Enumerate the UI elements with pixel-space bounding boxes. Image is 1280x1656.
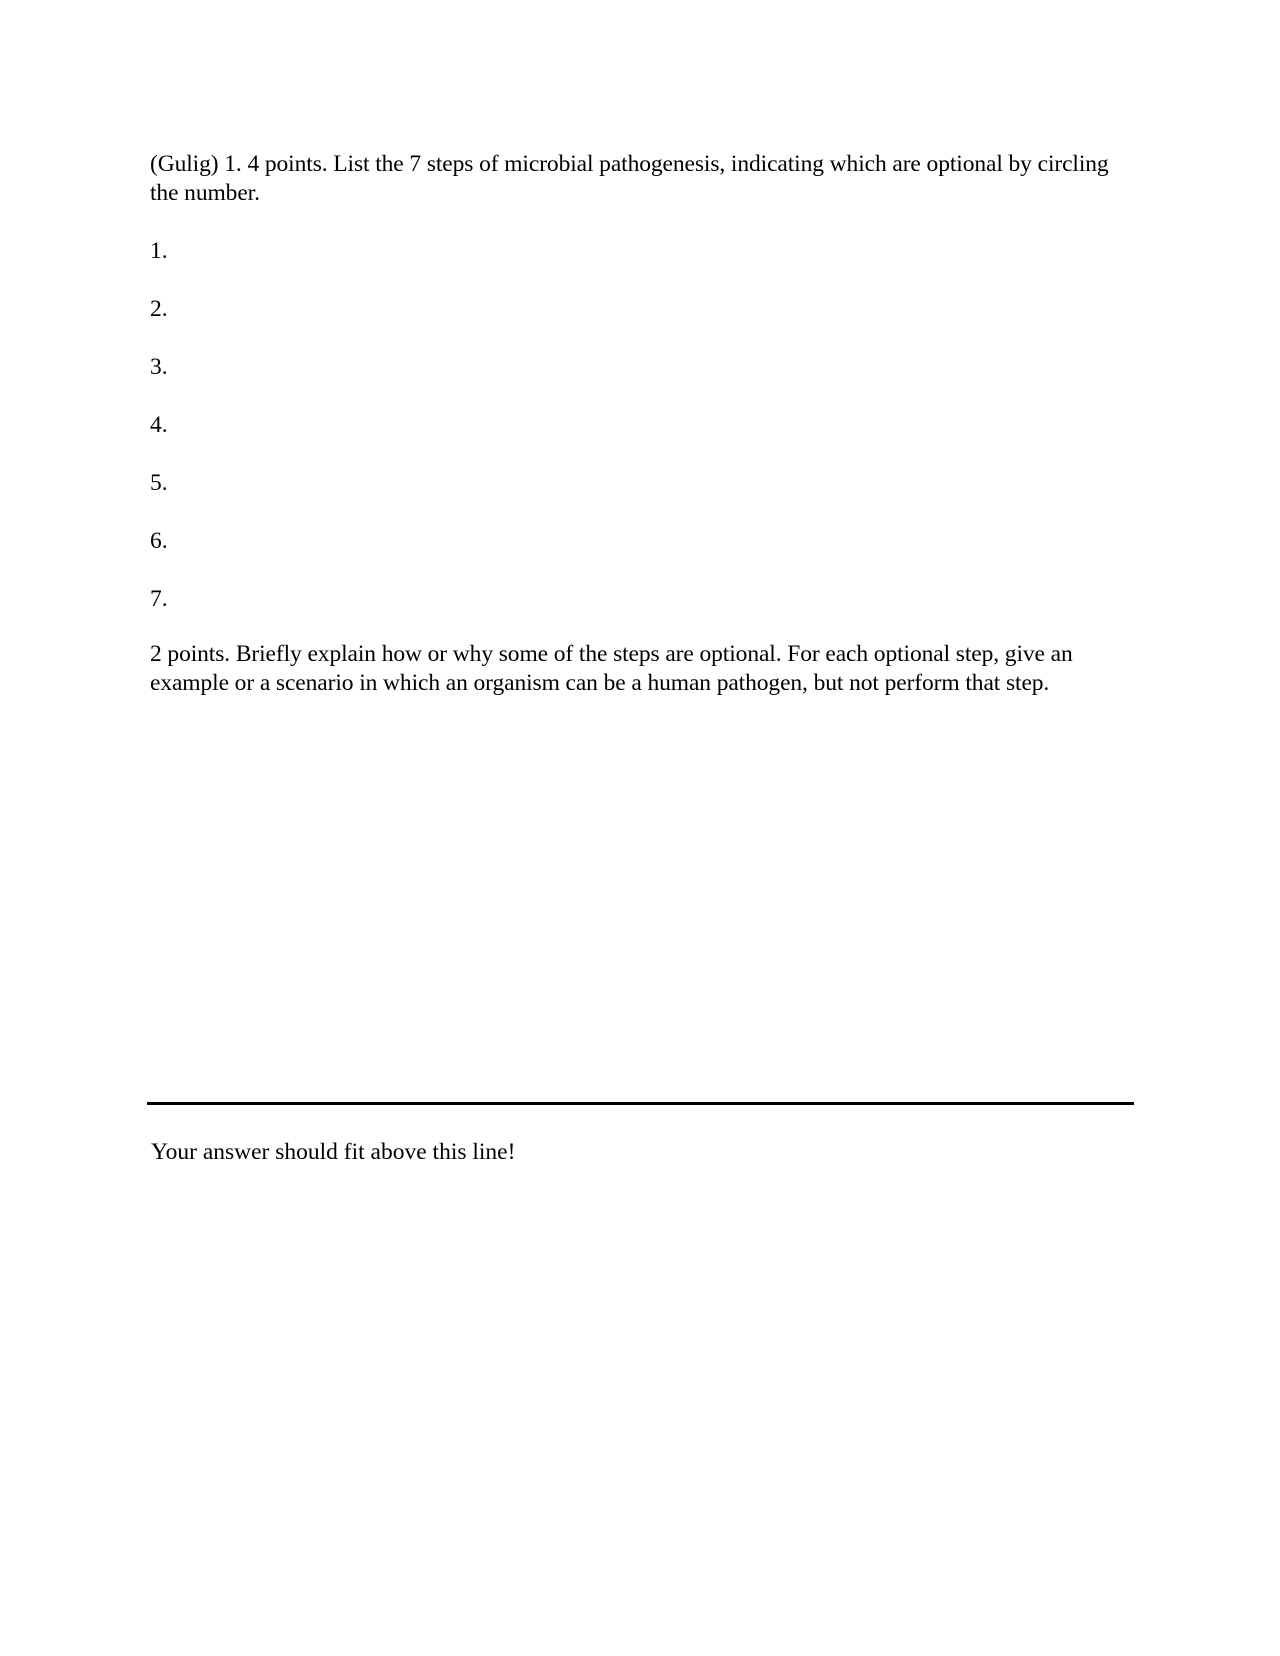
question-prompt: (Gulig) 1. 4 points. List the 7 steps of microbial pathogenesis, indicating which are optional by circling the number. <box>150 151 1109 206</box>
step-number-6: 6. <box>150 528 168 554</box>
answer-limit-line <box>147 1102 1134 1105</box>
step-number-7: 7. <box>150 586 168 612</box>
step-number-1: 1. <box>150 238 168 264</box>
step-number-3: 3. <box>150 354 168 380</box>
step-number-2: 2. <box>150 296 168 322</box>
step-number-4: 4. <box>150 412 168 438</box>
followup-prompt: 2 points. Briefly explain how or why some of the steps are optional. For each optional step, give an example or a scenario in which an organism can be a human pathogen, but not perform that step. <box>150 641 1073 696</box>
step-list <box>150 237 168 643</box>
step-number-5: 5. <box>150 470 168 496</box>
answer-limit-note: Your answer should fit above this line! <box>151 1139 516 1165</box>
